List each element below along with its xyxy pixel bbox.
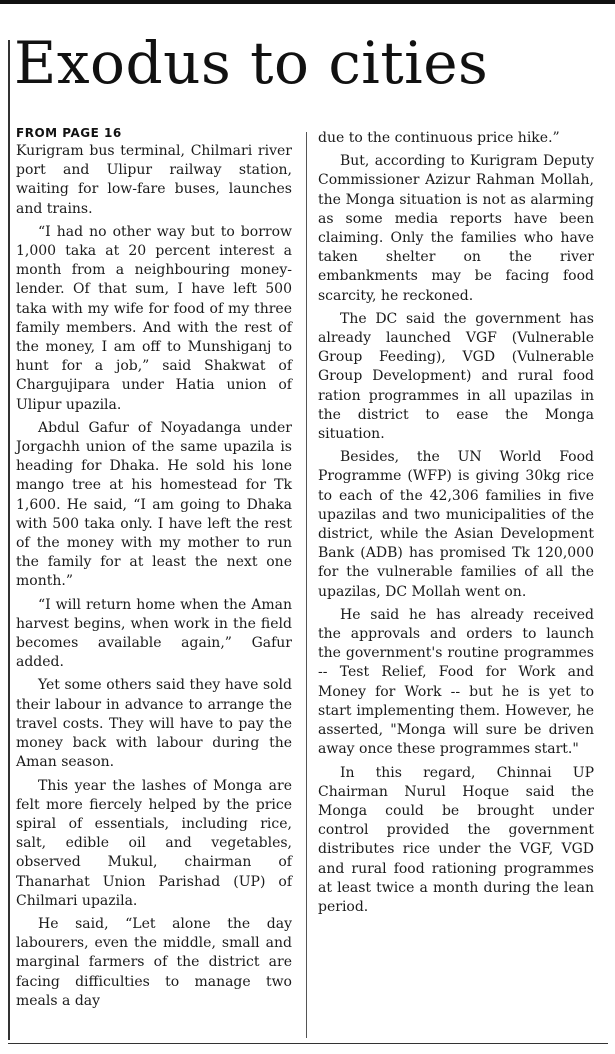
- paragraph: due to the continuous price hike.”: [318, 130, 560, 146]
- headline: Exodus to cities: [14, 29, 489, 97]
- left-border-rule: [8, 40, 10, 1040]
- paragraph: Yet some others said they have sold their labour in advance to arrange the travel costs. They will have to pay the money back with labour during the Aman season.: [16, 677, 292, 771]
- paragraph: Kurigram bus terminal, Chilmari river port and Ulipur railway station, waiting for low-fare buses, launches and trains.: [16, 143, 292, 217]
- paragraph: He said he has already received the approvals and orders to launch the government's routine programmes -- Test Relief, Food for Work and Money for Work -- but he is yet to start implementing them. However, he asserted, "Monga will sure be driven away once these programmes start.": [318, 606, 594, 758]
- column-divider: [306, 132, 307, 1038]
- paragraph: Abdul Gafur of Noyadanga under Jorgachh union of the same upazila is heading for Dhaka. He sold his lone mango tree at his homestead for Tk 1,600. He said, “I am going to Dhaka with 500 taka only. I have left the rest of the money with my mother to run the family for at least the next one month.”: [16, 419, 292, 590]
- paragraph: The DC said the government has already launched VGF (Vulnerable Group Feeding), VGD (Vulnerable Group Development) and rural food ration programmes in all upazilas in the district to ease the Monga situation.: [318, 310, 594, 443]
- paragraph: “I had no other way but to borrow 1,000 taka at 20 percent interest a month from a neighbouring money-lender. Of that sum, I have left 500 taka with my wife for food of my three family members. And with the rest of the money, I am off to Munshiganj to hunt for a job,” said Shakwat of Chargujipara under Hatia union of Ulipur upazila.: [16, 223, 292, 413]
- article-column-1: [16, 142, 292, 1015]
- continuation-dateline: FROM PAGE 16: [16, 126, 122, 140]
- paragraph: He said, “Let alone the day labourers, even the middle, small and marginal farmers of the district are facing difficulties to manage two meals a day: [16, 915, 292, 1009]
- top-border-rule: [0, 0, 615, 4]
- paragraph: Besides, the UN World Food Programme (WFP) is giving 30kg rice to each of the 42,306 families in five upazilas and two municipalities of the district, while the Asian Development Bank (ADB) has promised Tk 120,000 for the vulnerable families of all the upazilas, DC Mollah went on.: [318, 449, 594, 600]
- paragraph: But, according to Kurigram Deputy Commissioner Azizur Rahman Mollah, the Monga situation is not as alarming as some media reports have been claiming. Only the families who have taken shelter on the river embankments may be facing food scarcity, he reckoned.: [318, 153, 594, 304]
- paragraph: In this regard, Chinnai UP Chairman Nurul Hoque said the Monga could be brought under control provided the government distributes rice under the VGF, VGD and rural food rationing programmes at least twice a month during the lean period.: [318, 764, 594, 915]
- paragraph: This year the lashes of Monga are felt more fiercely helped by the price spiral of essentials, including rice, salt, edible oil and vegetables, observed Mukul, chairman of Thanarhat Union Parishad (UP) of Chilmari upazila.: [16, 777, 292, 909]
- article-column-2: [318, 129, 594, 921]
- bottom-border-rule: [8, 1043, 608, 1044]
- paragraph: “I will return home when the Aman harvest begins, when work in the field becomes available again,” Gafur added.: [16, 596, 292, 671]
